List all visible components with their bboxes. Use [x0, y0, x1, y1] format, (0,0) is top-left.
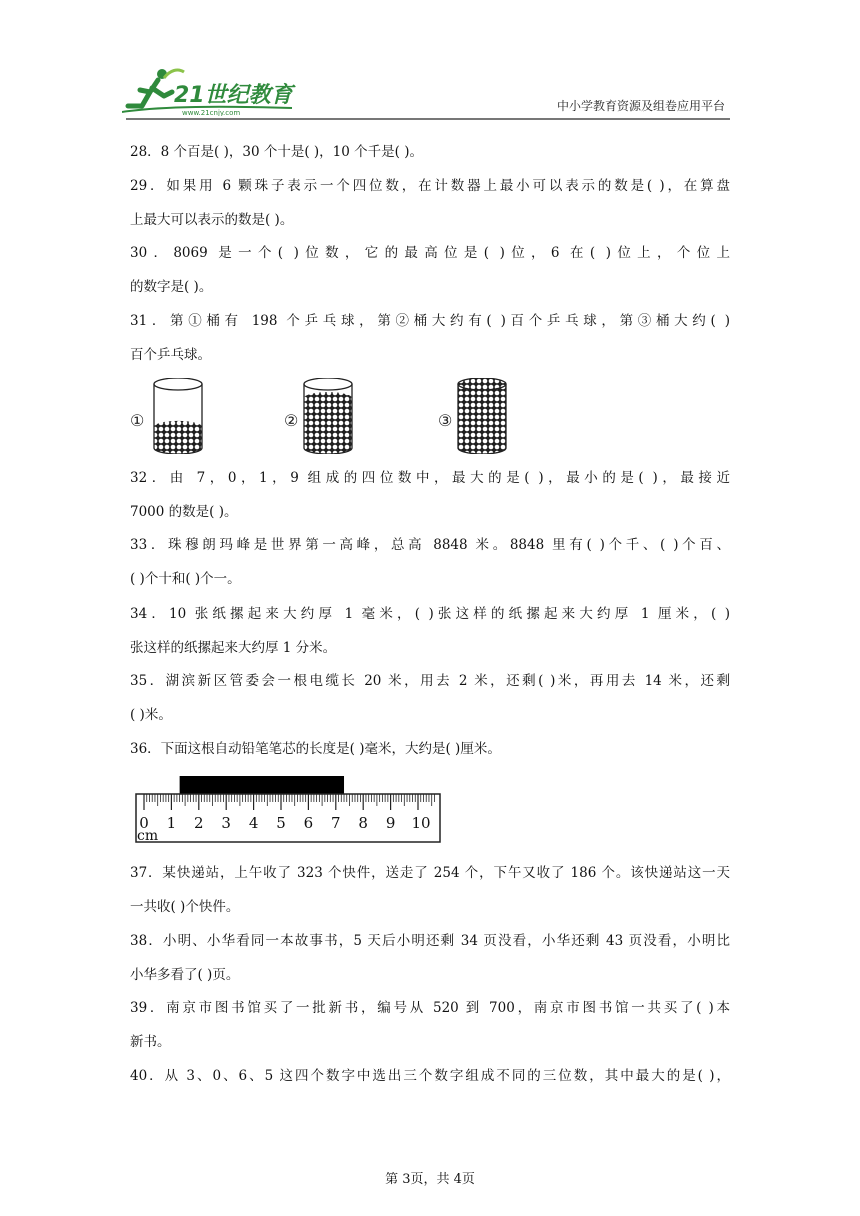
question-30: [130, 236, 730, 304]
question-text: 小华多看了( )页。: [130, 967, 240, 983]
question-36: [130, 732, 730, 766]
question-32: [130, 461, 730, 529]
bucket-2: [304, 378, 352, 454]
question-28: [130, 135, 730, 169]
bucket-label-1: ①: [130, 411, 145, 430]
ruler-figure: [134, 774, 444, 846]
page-number: 第 3页，共 4页: [385, 1172, 475, 1187]
question-35: [130, 664, 730, 732]
logo-url: www.21cnjy.com: [182, 109, 241, 116]
brand-logo: [122, 66, 302, 116]
page-header: [0, 0, 860, 120]
question-31: [130, 304, 730, 372]
ruler-number: 7: [331, 814, 341, 832]
question-text: 7000 的数是( )。: [130, 504, 238, 520]
bucket-3: [458, 378, 506, 454]
logo-text: 21世纪教育: [174, 83, 293, 108]
question-text: 40．从 3、0、6、5 这四个数字中选出三个数字组成不同的三位数，其中最大的是( )，: [130, 1068, 730, 1084]
ruler-drawing: [134, 774, 444, 846]
bucket-rim: [304, 378, 352, 390]
bucket-rim: [458, 378, 506, 390]
ruler-number: 4: [248, 814, 259, 832]
question-34: [130, 597, 730, 665]
question-37: [130, 856, 730, 924]
ruler-number: 2: [194, 814, 204, 832]
ruler-number: 1: [166, 814, 177, 832]
question-text: 34．10 张纸摞起来大约厚 1 毫米，( )张这样的纸摞起来大约厚 1 厘米，( ): [130, 606, 730, 622]
ruler-number: 8: [358, 814, 368, 832]
question-text: 30．8069 是一个( )位数，它的最高位是( )位，6 在( )位上，个位上: [130, 245, 730, 261]
question-text: 31．第①桶有 198 个乒乓球，第②桶大约有( )百个乒乓球，第③桶大约( ): [130, 313, 730, 329]
question-text: 上最大可以表示的数是( )。: [130, 212, 294, 228]
ruler-number: 3: [221, 814, 231, 832]
question-text: 新书。: [130, 1034, 171, 1050]
question-text: ( )个十和( )个一。: [130, 571, 241, 587]
question-text: 张这样的纸摞起来大约厚 1 分米。: [130, 640, 337, 656]
question-text: 一共收( )个快件。: [130, 899, 240, 915]
bucket-rim: [154, 378, 202, 390]
question-29: [130, 169, 730, 237]
ruler-number: 0: [139, 814, 149, 832]
ruler-number: 10: [411, 814, 431, 832]
ruler-number: 9: [385, 814, 396, 832]
question-40: [130, 1059, 730, 1093]
bucket-balls: [304, 392, 352, 454]
platform-name: 中小学教育资源及组卷应用平台: [556, 99, 725, 113]
question-text: 32．由 7，0，1，9 组成的四位数中，最大的是( )，最小的是( )，最接近: [130, 470, 730, 486]
bucket-label-3: ③: [438, 411, 453, 430]
question-33: [130, 528, 730, 596]
pencil-lead: [180, 776, 344, 794]
question-text: 的数字是( )。: [130, 279, 213, 295]
question-text: 36．下面这根自动铅笔笔芯的长度是( )毫米，大约是( )厘米。: [130, 741, 501, 757]
question-text: 29．如果用 6 颗珠子表示一个四位数，在计数器上最小可以表示的数是( )，在算盘: [130, 178, 730, 194]
question-text: 38．小明、小华看同一本故事书，5 天后小明还剩 34 页没看，小华还剩 43 页没看，小明比: [130, 933, 730, 949]
ruler-unit: cm: [137, 828, 159, 844]
question-text: 百个乒乓球。: [130, 347, 211, 363]
bucket-label-2: ②: [284, 411, 299, 430]
bucket-1: [154, 378, 202, 454]
question-text: 39．南京市图书馆买了一批新书，编号从 520 到 700，南京市图书馆一共买了( )本: [130, 1000, 730, 1016]
header-rule: [126, 118, 730, 120]
question-text: 28．8 个百是( )，30 个十是( )，10 个千是( )。: [130, 144, 423, 160]
question-38: [130, 924, 730, 992]
ruler-number: 6: [303, 814, 314, 832]
buckets-figure: [128, 378, 528, 454]
question-text: 33．珠穆朗玛峰是世界第一高峰，总高 8848 米。8848 里有( )个千、( )个百、: [130, 537, 730, 553]
question-text: 35．湖滨新区管委会一根电缆长 20 米，用去 2 米，还剩( )米，再用去 14 米，还剩: [130, 673, 730, 689]
question-text: ( )米。: [130, 707, 172, 723]
bucket-balls: [154, 421, 202, 454]
ruler-number: 5: [276, 814, 286, 832]
question-39: [130, 991, 730, 1059]
question-text: 37．某快递站，上午收了 323 个快件，送走了 254 个，下午又收了 186 个。该快递站这一天: [130, 865, 730, 881]
buckets-drawing: [128, 378, 528, 454]
